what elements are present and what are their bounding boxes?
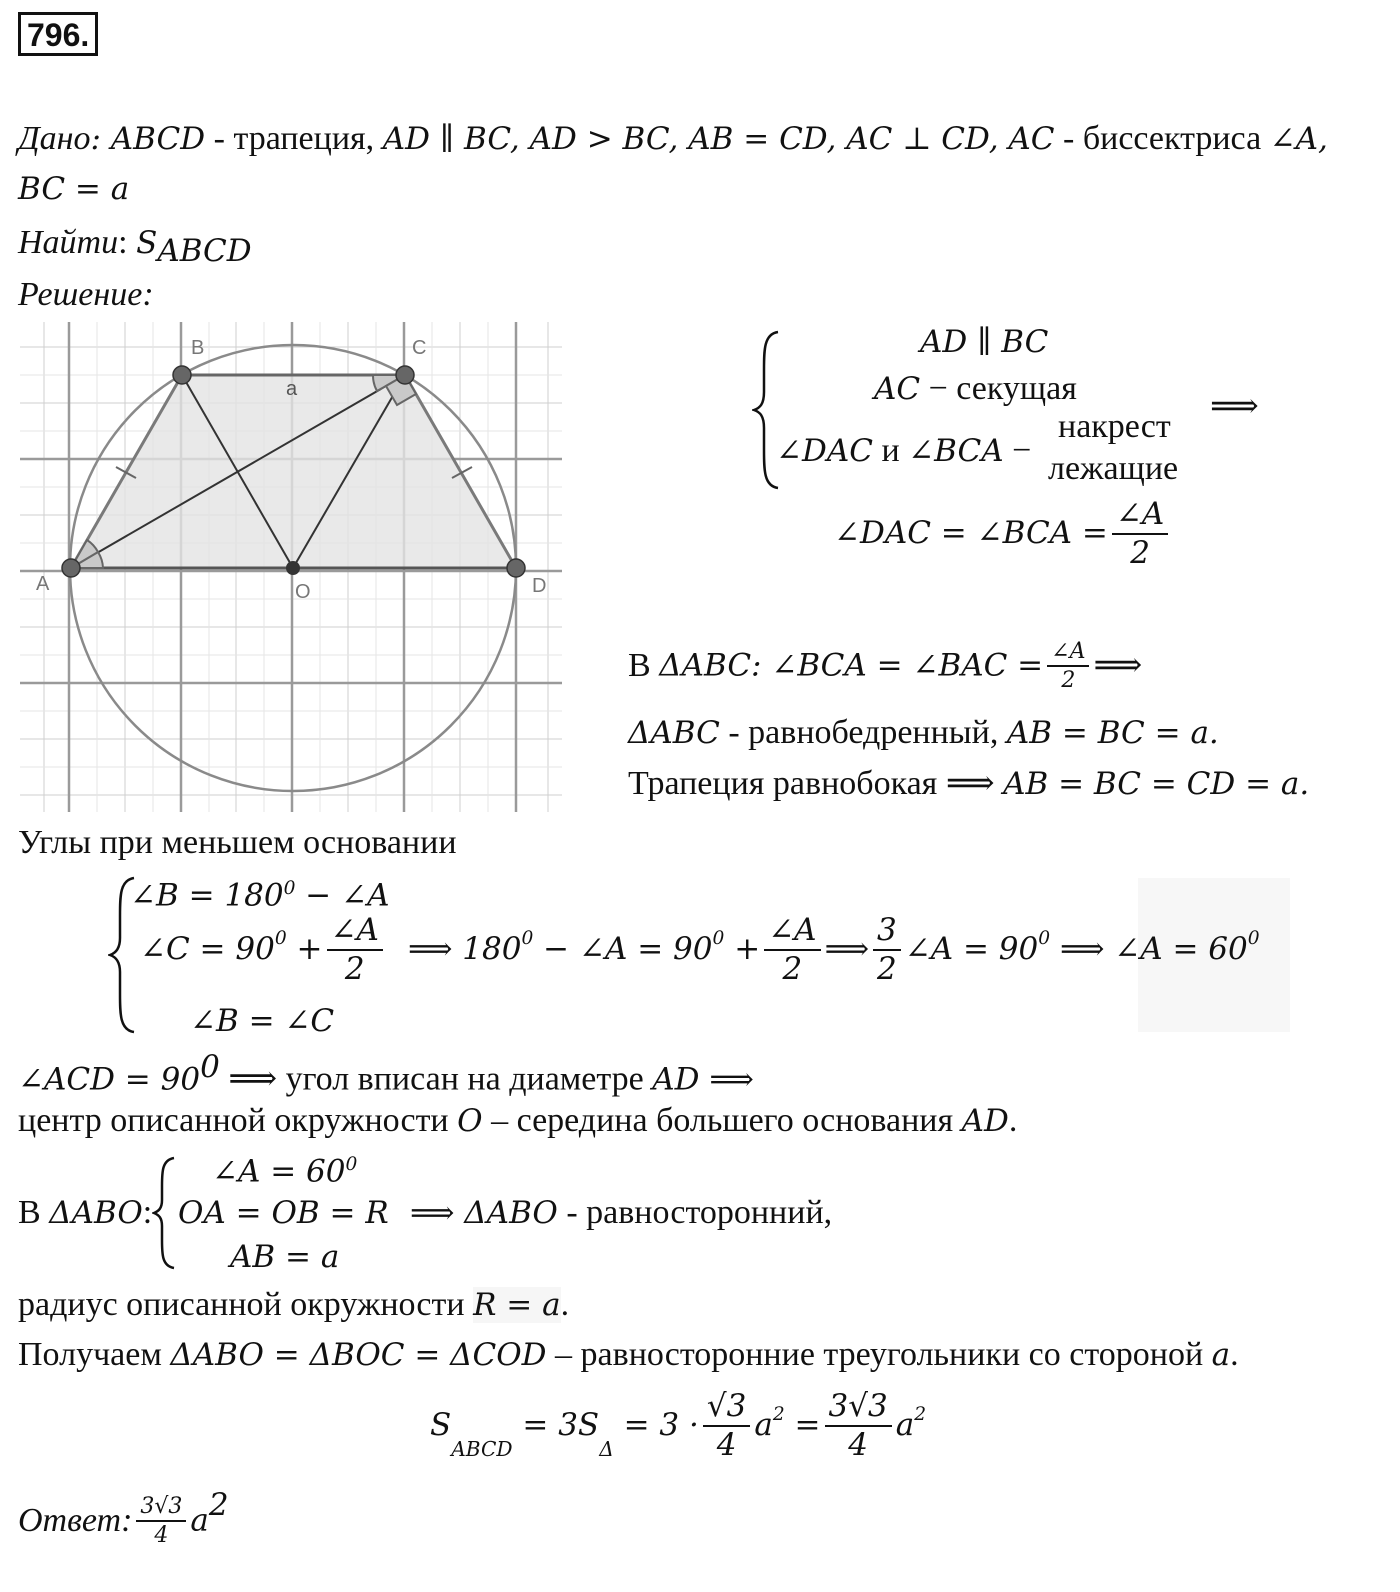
- area-frac2-num: 3√3: [825, 1390, 892, 1427]
- area-frac1-den: 4: [716, 1426, 737, 1463]
- eq-dac-num: ∠A: [1112, 498, 1168, 535]
- abo-row2: OA = OB = R: [178, 1195, 389, 1231]
- sys1-ac: AC: [874, 371, 921, 407]
- obtain-triangles: ΔABO = ΔBOC = ΔCOD: [170, 1337, 547, 1373]
- abo-r1: ∠A = 60: [212, 1153, 346, 1190]
- acd-ad: AD ⟹: [652, 1061, 754, 1098]
- tri-abc-v: В: [628, 647, 660, 685]
- area-frac1: [703, 1390, 750, 1461]
- label-side-a: a: [286, 378, 298, 400]
- obtain-dot: .: [1230, 1336, 1239, 1373]
- given-abcd: : ABCD: [90, 121, 206, 157]
- find-label: Найти: [18, 224, 119, 261]
- point-a: [62, 559, 80, 577]
- sys1-line1: AD ∥ BC: [920, 324, 1049, 360]
- sys1-dac: ∠DAC: [776, 433, 873, 469]
- chain-frac1: [764, 914, 820, 985]
- chain-4: ⟹ ∠A = 60: [1050, 931, 1248, 968]
- sys2-row2: [140, 914, 387, 985]
- sys1-arrow: ⟹: [1210, 388, 1259, 425]
- sys2-r2-num: ∠A: [327, 914, 383, 951]
- eq-dac-den: 2: [1130, 534, 1150, 571]
- sys2-r2b: +: [286, 931, 323, 968]
- problem-number: 796.: [18, 12, 98, 56]
- given-angle-a: ∠A,: [1269, 121, 1328, 157]
- obtain-line: [18, 1338, 1239, 1372]
- answer-line: [18, 1487, 229, 1549]
- geometry-diagram: [20, 322, 562, 812]
- answer-den: 4: [154, 1523, 169, 1549]
- sys2-row3: ∠B = ∠C: [190, 1003, 335, 1039]
- abo-post1: ⟹ ΔABO: [410, 1195, 558, 1231]
- radius-value: R = a: [473, 1287, 561, 1323]
- chain-frac2: [873, 914, 901, 985]
- abo-name: ΔABO: [49, 1195, 143, 1231]
- eq-dac-bca: [834, 498, 1172, 569]
- area-frac2-den: 4: [848, 1426, 868, 1463]
- chain-1: ⟹ 180: [408, 931, 522, 968]
- answer-frac: [136, 1495, 186, 1547]
- area-eq1-sub: Δ: [599, 1437, 614, 1462]
- sys2-r2-deg: 0: [274, 928, 287, 950]
- chain-deg1: 0: [521, 928, 534, 950]
- angles-heading: Углы при меньшем основании: [18, 824, 457, 861]
- sys1-bca: ∠BCA: [908, 433, 1004, 469]
- obtain-a: Получаем: [18, 1336, 171, 1373]
- abo-deg: 0: [345, 1154, 358, 1175]
- sys1-secant: − секущая: [920, 370, 1077, 407]
- label-a: A: [36, 573, 50, 595]
- tri-abc-ab-bc: AB = BC = a.: [1006, 715, 1219, 751]
- area-frac1-num: √3: [703, 1390, 750, 1427]
- area-a: a: [754, 1407, 773, 1444]
- sys1-crosswise: накрест: [1058, 408, 1171, 445]
- given-line-1: [18, 122, 1328, 156]
- acd-deg: 0: [200, 1049, 220, 1085]
- area-eq2: = 3 ·: [613, 1407, 699, 1444]
- answer-label: Ответ:: [18, 1502, 133, 1540]
- sys2-r2a: ∠C = 90: [140, 931, 275, 968]
- acd-text: угол вписан на диаметре: [285, 1060, 653, 1098]
- sys1-lying: лежащие: [1048, 450, 1179, 487]
- area-exp2: 2: [914, 1404, 927, 1426]
- eq-dac-frac: [1112, 498, 1168, 569]
- abo-v: В: [18, 1194, 50, 1231]
- brace-abo: [152, 1156, 178, 1270]
- chain-3: ∠A = 90: [904, 931, 1039, 968]
- tri-abc-line1: [628, 640, 1142, 692]
- area-sub: ABCD: [451, 1437, 513, 1462]
- center-o: O: [457, 1103, 483, 1139]
- area-eq1: = 3S: [512, 1407, 600, 1444]
- chain-frac2-den: 2: [877, 950, 897, 987]
- trapezoid-equalities: AB = BC = CD = a.: [1003, 766, 1310, 802]
- center-a: центр описанной окружности: [18, 1102, 458, 1139]
- center-dot: .: [1008, 1102, 1018, 1139]
- sys1-line2: [874, 372, 1077, 406]
- solution-label: Решение:: [18, 276, 154, 313]
- sys2-chain: [408, 914, 1260, 985]
- tri-abc-arrow: ⟹: [1093, 647, 1143, 685]
- label-c: C: [412, 337, 427, 359]
- obtain-c: – равносторонние треугольники со стороной: [546, 1336, 1212, 1373]
- find-colon: :: [118, 224, 137, 261]
- given-bisector-text: - биссектриса: [1054, 120, 1270, 157]
- radius-dot: .: [560, 1286, 570, 1323]
- tri-abc-eq: : ∠BCA = ∠BAC =: [751, 647, 1044, 684]
- chain-1b: − ∠A = 90: [533, 931, 713, 968]
- chain-frac2-num: 3: [873, 914, 901, 951]
- point-b: [173, 366, 191, 384]
- obtain-a-var: a: [1211, 1337, 1231, 1373]
- label-d: D: [532, 575, 547, 597]
- sys1-and: и: [872, 432, 909, 469]
- abo-colon: :: [142, 1194, 153, 1231]
- chain-frac1-den: 2: [782, 950, 803, 987]
- point-o: [286, 561, 300, 575]
- answer-num: 3√3: [136, 1495, 186, 1522]
- sys1-dash: −: [1003, 432, 1032, 469]
- area-eq3: =: [784, 1407, 821, 1444]
- acd-arrow: ⟹: [219, 1060, 286, 1098]
- abo-result: [410, 1196, 832, 1230]
- find-line: [18, 226, 252, 267]
- trapezoid-abcd: [71, 375, 516, 568]
- tri-abc-name2: ΔABC: [628, 715, 720, 751]
- chain-arrow2: ⟹: [824, 931, 870, 968]
- answer-exp: 2: [208, 1487, 229, 1523]
- tri-abc-line3: [628, 767, 1309, 801]
- area-s: S: [430, 1407, 452, 1444]
- center-ad: AD: [961, 1103, 1009, 1139]
- area-a2: a: [895, 1407, 915, 1444]
- trapezoid-isosceles-text: Трапеция равнобокая: [628, 765, 946, 802]
- sys2-r2-frac: [327, 914, 383, 985]
- label-o: O: [295, 581, 311, 603]
- sys2-r1b: − ∠A: [295, 877, 390, 914]
- area-exp1: 2: [772, 1404, 785, 1426]
- find-sub: ABCD: [157, 232, 252, 269]
- given-bc: BC = a: [18, 171, 130, 207]
- tri-abc-name: ΔABC: [659, 647, 752, 684]
- tri-abc-num: ∠A: [1047, 640, 1089, 667]
- chain-1c: +: [724, 931, 761, 968]
- area-frac2: [825, 1390, 892, 1461]
- area-formula: [430, 1390, 926, 1461]
- abo-row1: [212, 1153, 358, 1190]
- eq-dac-lhs: ∠DAC = ∠BCA =: [834, 515, 1108, 552]
- chain-deg4: 0: [1247, 928, 1260, 950]
- label-b: B: [191, 337, 205, 359]
- point-d: [507, 559, 525, 577]
- tri-abc-isosceles: - равнобедренный,: [719, 714, 1007, 751]
- radius-line: [18, 1288, 569, 1322]
- abo-prefix: [18, 1196, 152, 1230]
- chain-deg3: 0: [1038, 928, 1051, 950]
- given-trapezoid-text: - трапеция,: [205, 120, 383, 157]
- sys1-line3: [776, 434, 1031, 468]
- tri-abc-line2: [628, 716, 1219, 750]
- chain-frac1-num: ∠A: [764, 914, 820, 951]
- tri-abc-frac: [1047, 640, 1089, 692]
- tri-abc-den: 2: [1061, 668, 1076, 694]
- abo-row3: AB = a: [230, 1239, 340, 1275]
- point-c: [396, 366, 414, 384]
- chain-deg2: 0: [712, 928, 725, 950]
- trapezoid-arrow: ⟹: [945, 765, 1004, 802]
- given-label: Дано: [18, 120, 91, 157]
- sys2-row1: [130, 877, 390, 914]
- given-conditions: AD ∥ BC, AD > BC, AB = CD, AC ⊥ CD, AC: [382, 121, 1055, 157]
- center-c: – середина большего основания: [482, 1102, 962, 1139]
- acd-line: [18, 1049, 754, 1098]
- abo-post2: - равносторонний,: [557, 1194, 833, 1231]
- find-s: S: [136, 225, 158, 261]
- sys2-r1a: ∠B = 180: [130, 877, 284, 914]
- sys2-r1-deg: 0: [283, 878, 296, 899]
- acd-a: ∠ACD = 90: [18, 1061, 201, 1098]
- radius-text: радиус описанной окружности: [18, 1286, 474, 1323]
- answer-a: a: [190, 1502, 209, 1539]
- center-line: [18, 1104, 1017, 1138]
- sys2-r2-den: 2: [344, 950, 365, 987]
